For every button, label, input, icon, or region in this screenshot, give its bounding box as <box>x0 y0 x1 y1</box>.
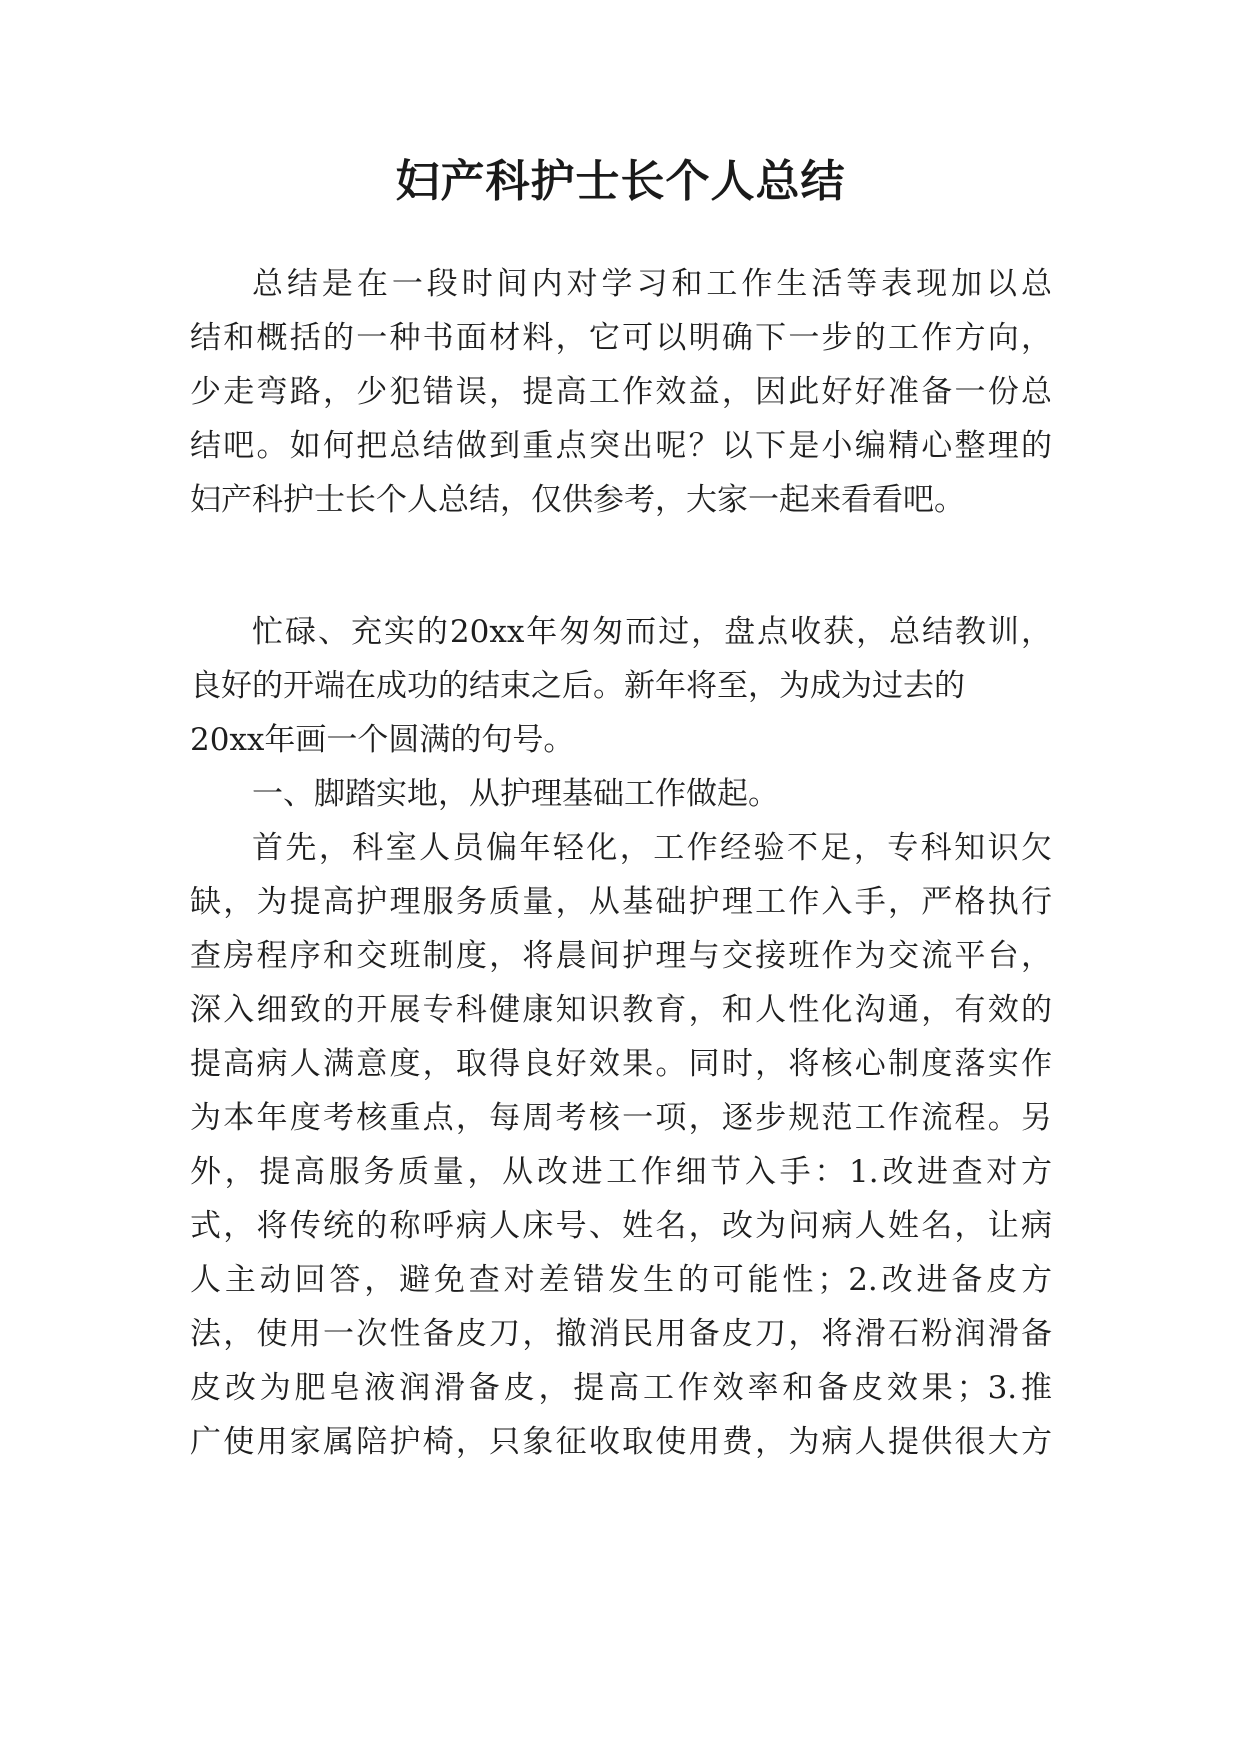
opening-line: 良好的开端在成功的结束之后。新年将至，为成为过去的 <box>190 668 965 704</box>
section1-line: 法，使用一次性备皮刀，撤消民用备皮刀，将滑石粉润滑备 <box>190 1316 1052 1352</box>
section1-line: 为本年度考核重点，每周考核一项，逐步规范工作流程。另 <box>190 1100 1052 1136</box>
intro-line: 少走弯路，少犯错误，提高工作效益，因此好好准备一份总 <box>190 374 1052 410</box>
section1-line: 深入细致的开展专科健康知识教育，和人性化沟通，有效的 <box>190 992 1052 1028</box>
intro-line: 结和概括的一种书面材料，它可以明确下一步的工作方向， <box>190 320 1052 356</box>
section1-line: 外，提高服务质量，从改进工作细节入手：1.改进查对方 <box>190 1154 1052 1190</box>
opening-line: 20xx年画一个圆满的句号。 <box>190 722 575 758</box>
section1-line: 缺，为提高护理服务质量，从基础护理工作入手，严格执行 <box>190 884 1052 920</box>
section1-line: 广使用家属陪护椅，只象征收取使用费，为病人提供很大方 <box>190 1424 1052 1460</box>
document-title: 妇产科护士长个人总结 <box>395 156 846 207</box>
section1-line: 人主动回答，避免查对差错发生的可能性；2.改进备皮方 <box>190 1262 1052 1298</box>
section-heading: 一、脚踏实地，从护理基础工作做起。 <box>252 776 779 812</box>
intro-line: 结吧。如何把总结做到重点突出呢？以下是小编精心整理的 <box>190 428 1052 464</box>
intro-line: 总结是在一段时间内对学习和工作生活等表现加以总 <box>252 266 1052 302</box>
section1-line: 提高病人满意度，取得良好效果。同时，将核心制度落实作 <box>190 1046 1052 1082</box>
opening-line: 忙碌、充实的20xx年匆匆而过，盘点收获，总结教训， <box>252 614 1052 650</box>
section1-line: 式，将传统的称呼病人床号、姓名，改为问病人姓名，让病 <box>190 1208 1052 1244</box>
section1-line: 首先，科室人员偏年轻化，工作经验不足，专科知识欠 <box>252 830 1052 866</box>
section1-line: 查房程序和交班制度，将晨间护理与交接班作为交流平台， <box>190 938 1052 974</box>
section1-line: 皮改为肥皂液润滑备皮，提高工作效率和备皮效果；3.推 <box>190 1370 1052 1406</box>
intro-line: 妇产科护士长个人总结，仅供参考，大家一起来看看吧。 <box>190 482 965 518</box>
